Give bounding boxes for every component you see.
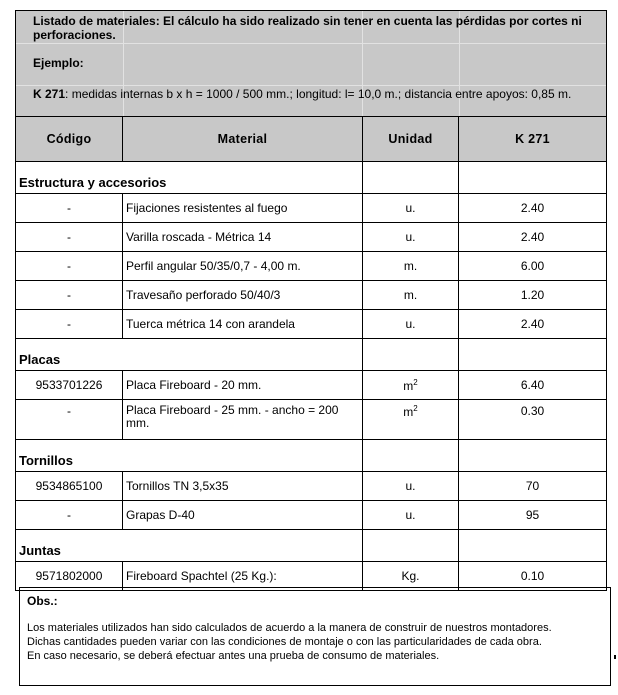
example-model: K 271: [33, 87, 66, 101]
table-row: [16, 252, 607, 281]
unit-value: u.: [405, 317, 416, 331]
material-cell: Placa Fireboard - 25 mm. - ancho = 200 mm.: [123, 400, 363, 440]
unit-value: m: [403, 405, 414, 419]
table-row: [16, 371, 607, 400]
unit-cell: [363, 281, 459, 310]
obs-line: En caso necesario, se deberá efectuar antes una prueba de consumo de materiales.: [27, 650, 440, 662]
material-cell: Fireboard Spachtel (25 Kg.):: [123, 562, 363, 591]
table-row: [16, 400, 607, 440]
section-row: [16, 440, 607, 472]
section-title: Estructura y accesorios: [16, 162, 363, 194]
col-material: Material: [123, 117, 363, 162]
col-codigo: Código: [16, 117, 123, 162]
table-row: [16, 501, 607, 530]
table-row: [16, 310, 607, 339]
unit-cell: [363, 501, 459, 530]
obs-line: Dichas cantidades pueden variar con las condiciones de montaje o con las particularidades de cada obra.: [27, 636, 542, 648]
empty-cell: [459, 339, 607, 371]
material-cell: Perfil angular 50/35/0,7 - 4,00 m.: [123, 252, 363, 281]
unit-value: Kg.: [401, 569, 420, 583]
header-box: [15, 10, 607, 117]
unit-cell: [363, 310, 459, 339]
material-cell: Varilla roscada - Métrica 14: [123, 223, 363, 252]
table-row: [16, 472, 607, 501]
example-description: : medidas internas b x h = 1000 / 500 mm.; longitud: l= 10,0 m.; distancia entre apoyos: 0,85 m.: [65, 87, 572, 101]
table-header-row: [16, 117, 607, 162]
empty-cell: [459, 162, 607, 194]
code-cell: 9571802000: [16, 562, 123, 591]
code-cell: 9533701226: [16, 371, 123, 400]
unit-cell: [363, 194, 459, 223]
empty-cell: [459, 530, 607, 562]
unit-superscript: 2: [413, 377, 418, 387]
qty-cell: 6.00: [459, 252, 607, 281]
code-cell: -: [16, 194, 123, 223]
material-cell: Travesaño perforado 50/40/3: [123, 281, 363, 310]
observations-box: [19, 587, 611, 686]
code-cell: -: [16, 310, 123, 339]
empty-cell: [363, 440, 459, 472]
table-row: [16, 194, 607, 223]
material-cell: Placa Fireboard - 20 mm.: [123, 371, 363, 400]
obs-line: Los materiales utilizados han sido calculados de acuerdo a la manera de construir de nuestros montadores.: [27, 622, 552, 634]
header-panel: [16, 11, 606, 117]
code-cell: -: [16, 501, 123, 530]
unit-value: m.: [403, 288, 418, 302]
material-cell: Fijaciones resistentes al fuego: [123, 194, 363, 223]
qty-cell: 70: [459, 472, 607, 501]
col-k271: K 271: [459, 117, 607, 162]
table-row: [16, 281, 607, 310]
material-cell: Tuerca métrica 14 con arandela: [123, 310, 363, 339]
header-title: Listado de materiales: El cálculo ha sido realizado sin tener en cuenta las pérdidas por cortes ni perforaciones.: [33, 14, 582, 42]
unit-value: u.: [405, 479, 416, 493]
unit-value: u.: [405, 201, 416, 215]
qty-cell: 0.30: [459, 400, 607, 440]
materials-table: [15, 116, 607, 591]
unit-cell: [363, 252, 459, 281]
section-title: Placas: [16, 339, 363, 371]
qty-cell: 2.40: [459, 194, 607, 223]
unit-cell: [363, 472, 459, 501]
stray-mark: [614, 655, 616, 659]
section-row: [16, 530, 607, 562]
unit-cell: [363, 400, 459, 440]
material-cell: Tornillos TN 3,5x35: [123, 472, 363, 501]
qty-cell: 6.40: [459, 371, 607, 400]
qty-cell: 2.40: [459, 223, 607, 252]
unit-value: m: [403, 378, 414, 393]
code-cell: -: [16, 281, 123, 310]
empty-cell: [363, 162, 459, 194]
table-body: [16, 162, 607, 591]
qty-cell: 95: [459, 501, 607, 530]
code-cell: 9534865100: [16, 472, 123, 501]
table-row: [16, 223, 607, 252]
material-cell: Grapas D-40: [123, 501, 363, 530]
unit-superscript: 2: [413, 404, 418, 413]
empty-cell: [363, 339, 459, 371]
section-row: [16, 339, 607, 371]
unit-value: m.: [403, 259, 418, 273]
qty-cell: 1.20: [459, 281, 607, 310]
empty-cell: [459, 440, 607, 472]
example-label: Ejemplo:: [33, 56, 84, 70]
section-title: Juntas: [16, 530, 363, 562]
section-row: [16, 162, 607, 194]
unit-cell: [363, 223, 459, 252]
qty-cell: 0.10: [459, 562, 607, 591]
code-cell: -: [16, 223, 123, 252]
unit-value: u.: [405, 230, 416, 244]
example-text: [33, 87, 571, 101]
code-cell: -: [16, 252, 123, 281]
col-unidad: Unidad: [363, 117, 459, 162]
qty-cell: 2.40: [459, 310, 607, 339]
obs-title: Obs.:: [27, 594, 58, 608]
unit-value: u.: [405, 508, 416, 522]
code-cell: -: [16, 400, 123, 440]
section-title: Tornillos: [16, 440, 363, 472]
unit-cell: [363, 371, 459, 400]
empty-cell: [363, 530, 459, 562]
